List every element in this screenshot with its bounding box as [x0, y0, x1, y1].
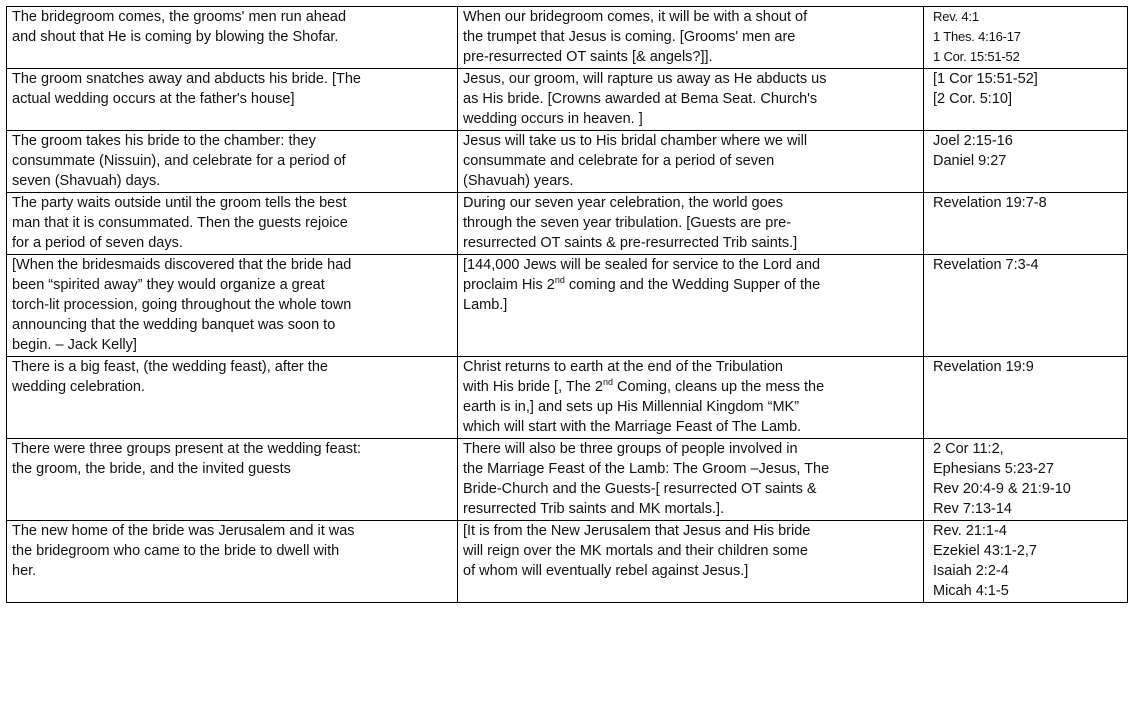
church-parallel-cell: [It is from the New Jerusalem that Jesus and His bride will reign over the MK mortals and their children some of whom will eventually rebel against Jesus.] — [458, 521, 924, 603]
jewish-custom-cell: The party waits outside until the groom tells the best man that it is consummated. Then the guests rejoice for a period of seven days. — [7, 193, 458, 255]
table-row — [7, 131, 1128, 193]
cell-text: Coming, cleans up the mess the earth is in,] and sets up His Millennial Kingdom “MK” which will start with the Marriage Feast of The Lamb. — [463, 379, 825, 435]
scripture-reference-cell: [1 Cor 15:51-52] [2 Cor. 5:10] — [924, 69, 1128, 131]
scripture-reference-cell: Revelation 7:3-4 — [924, 255, 1128, 357]
table-row — [7, 255, 1128, 357]
scripture-reference-cell: Rev. 4:1 1 Thes. 4:16-17 1 Cor. 15:51-52 — [924, 7, 1128, 69]
scripture-reference-cell: Joel 2:15-16 Daniel 9:27 — [924, 131, 1128, 193]
table-row — [7, 193, 1128, 255]
scripture-reference-cell: Revelation 19:9 — [924, 357, 1128, 439]
church-parallel-cell: Jesus, our groom, will rapture us away as He abducts us as His bride. [Crowns awarded at Bema Seat. Church's wedding occurs in heaven. ] — [458, 69, 924, 131]
scripture-reference-cell: 2 Cor 11:2, Ephesians 5:23-27 Rev 20:4-9 & 21:9-10 Rev 7:13-14 — [924, 439, 1128, 521]
ordinal-suffix: nd — [554, 275, 565, 286]
jewish-custom-cell: The groom snatches away and abducts his bride. [The actual wedding occurs at the father's house] — [7, 69, 458, 131]
jewish-custom-cell: The new home of the bride was Jerusalem and it was the bridegroom who came to the bride to dwell with her. — [7, 521, 458, 603]
jewish-custom-cell: The groom takes his bride to the chamber: they consummate (Nissuin), and celebrate for a period of seven (Shavuah) days. — [7, 131, 458, 193]
jewish-custom-cell: There is a big feast, (the wedding feast), after the wedding celebration. — [7, 357, 458, 439]
church-parallel-cell: There will also be three groups of people involved in the Marriage Feast of the Lamb: The Groom –Jesus, The Bride-Church and the Guests-[ resurrected OT saints & resurrected Trib saints and MK mortals.]. — [458, 439, 924, 521]
table-row — [7, 357, 1128, 439]
cell-text: [144,000 Jews will be sealed for service to the Lord and proclaim His 2 — [463, 257, 821, 293]
cell-text: Christ returns to earth at the end of the Tribulation with His bride [, The 2 — [463, 359, 783, 395]
cell-text: coming and the Wedding Supper of the Lamb.] — [463, 277, 821, 313]
church-parallel-cell: When our bridegroom comes, it will be with a shout of the trumpet that Jesus is coming. [Grooms' men are pre-resurrected OT saints [& angels?]]. — [458, 7, 924, 69]
church-parallel-cell — [458, 255, 924, 357]
comparison-document — [6, 6, 1127, 603]
scripture-reference-cell: Rev. 21:1-4 Ezekiel 43:1-2,7 Isaiah 2:2-4 Micah 4:1-5 — [924, 521, 1128, 603]
table-row — [7, 439, 1128, 521]
church-parallel-cell: During our seven year celebration, the world goes through the seven year tribulation. [Guests are pre- resurrected OT saints & pre-resurrected Trib saints.] — [458, 193, 924, 255]
scripture-reference-cell: Revelation 19:7-8 — [924, 193, 1128, 255]
ordinal-suffix: nd — [602, 377, 613, 388]
church-parallel-cell — [458, 357, 924, 439]
table-row — [7, 69, 1128, 131]
wedding-comparison-table — [6, 6, 1128, 603]
jewish-custom-cell: [When the bridesmaids discovered that the bride had been “spirited away” they would organize a great torch-lit procession, going throughout the whole town announcing that the wedding banquet was soon to begin. – Jack Kelly] — [7, 255, 458, 357]
table-row — [7, 7, 1128, 69]
jewish-custom-cell: There were three groups present at the wedding feast: the groom, the bride, and the invited guests — [7, 439, 458, 521]
jewish-custom-cell: The bridegroom comes, the grooms' men run ahead and shout that He is coming by blowing the Shofar. — [7, 7, 458, 69]
table-row — [7, 521, 1128, 603]
church-parallel-cell: Jesus will take us to His bridal chamber where we will consummate and celebrate for a period of seven (Shavuah) years. — [458, 131, 924, 193]
